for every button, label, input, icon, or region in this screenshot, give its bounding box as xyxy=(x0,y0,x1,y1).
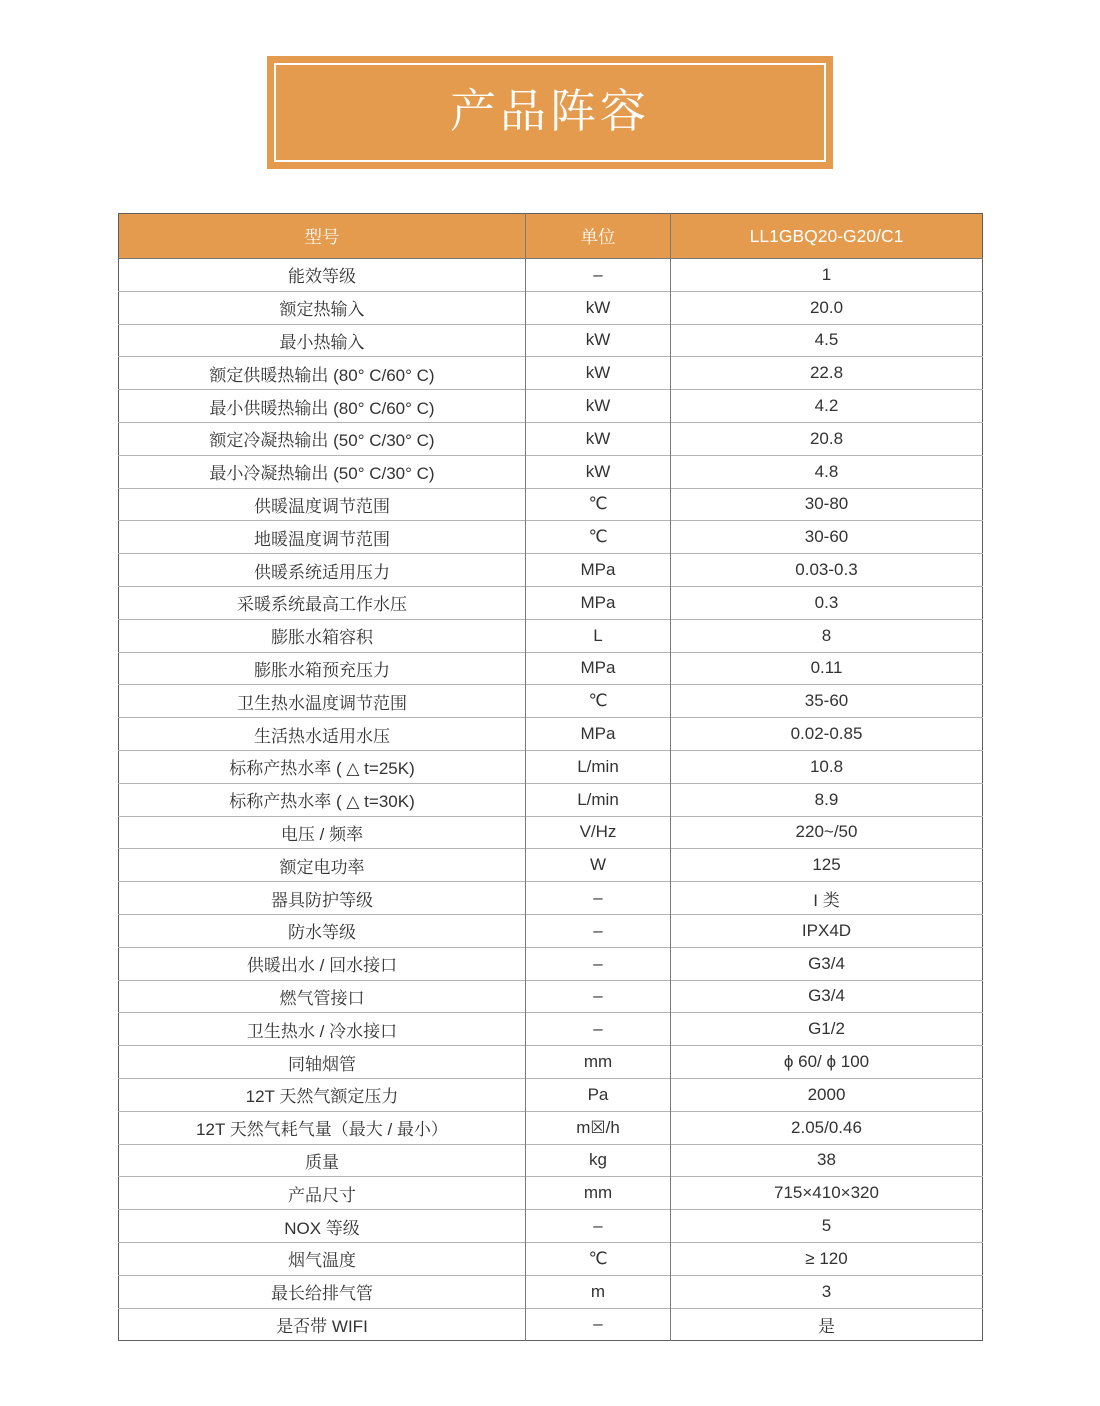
header-cell-model: 型号 xyxy=(119,214,526,259)
row-label: 能效等级 xyxy=(288,267,356,287)
row-value: 35-60 xyxy=(671,685,983,718)
table-row xyxy=(119,259,983,292)
title-banner xyxy=(267,56,833,169)
row-value: ϕ 60/ ϕ 100 xyxy=(671,1046,983,1079)
row-label: 最小冷凝热输出 (50° C/30° C) xyxy=(119,455,526,488)
row-value: 4.5 xyxy=(671,324,983,357)
row-unit: ℃ xyxy=(526,488,671,521)
title-banner-frame xyxy=(274,63,826,162)
row-value: 4.2 xyxy=(671,390,983,423)
row-unit: W xyxy=(526,849,671,882)
row-label: 生活热水适用水压 xyxy=(119,718,526,751)
table-row xyxy=(119,849,983,882)
row-value: 0.3 xyxy=(671,586,983,619)
table-row xyxy=(119,1078,983,1111)
row-unit: MPa xyxy=(526,718,671,751)
row-label: 产品尺寸 xyxy=(119,1177,526,1210)
row-unit: ℃ xyxy=(526,521,671,554)
row-unit: – xyxy=(526,882,671,915)
row-label: 额定电功率 xyxy=(119,849,526,882)
row-value: 0.02-0.85 xyxy=(671,718,983,751)
spec-table-header xyxy=(119,214,983,259)
row-label: 额定冷凝热输出 (50° C/30° C) xyxy=(119,422,526,455)
row-unit: L xyxy=(526,619,671,652)
row-label: 电压 / 频率 xyxy=(119,816,526,849)
row-unit: kW xyxy=(526,422,671,455)
row-label: 卫生热水 / 冷水接口 xyxy=(119,1013,526,1046)
row-unit: – xyxy=(526,1308,671,1341)
table-row xyxy=(119,1144,983,1177)
row-value: ≥ 120 xyxy=(671,1242,983,1275)
row-value: 2000 xyxy=(671,1078,983,1111)
row-unit: – xyxy=(526,1210,671,1243)
table-row xyxy=(119,1210,983,1243)
row-label: 膨胀水箱容积 xyxy=(119,619,526,652)
table-row xyxy=(119,1242,983,1275)
row-label: 燃气管接口 xyxy=(119,980,526,1013)
row-label: 最小热输入 xyxy=(119,324,526,357)
row-unit: kW xyxy=(526,324,671,357)
row-value: I 类 xyxy=(671,882,983,915)
row-value: G3/4 xyxy=(671,980,983,1013)
table-row xyxy=(119,357,983,390)
row-label: 供暖系统适用压力 xyxy=(119,554,526,587)
row-unit: MPa xyxy=(526,586,671,619)
row-label: 供暖出水 / 回水接口 xyxy=(119,947,526,980)
row-unit: MPa xyxy=(526,652,671,685)
table-row xyxy=(119,1111,983,1144)
row-value: 30-80 xyxy=(671,488,983,521)
table-row xyxy=(119,1275,983,1308)
row-unit: m☒/h xyxy=(526,1111,671,1144)
table-row xyxy=(119,685,983,718)
row-label: 膨胀水箱预充压力 xyxy=(119,652,526,685)
row-unit: kg xyxy=(526,1144,671,1177)
row-value: 3 xyxy=(671,1275,983,1308)
table-row xyxy=(119,1046,983,1079)
row-label: 卫生热水温度调节范围 xyxy=(119,685,526,718)
row-label: 器具防护等级 xyxy=(119,882,526,915)
row-label: 最小供暖热输出 (80° C/60° C) xyxy=(119,390,526,423)
row-unit: L/min xyxy=(526,750,671,783)
page-title: 产品阵容 xyxy=(450,84,650,137)
row-value: 30-60 xyxy=(671,521,983,554)
row-unit: V/Hz xyxy=(526,816,671,849)
row-label: 质量 xyxy=(119,1144,526,1177)
table-row xyxy=(119,1177,983,1210)
row-value: 125 xyxy=(671,849,983,882)
row-value: 22.8 xyxy=(671,357,983,390)
row-label: 标称产热水率 ( △ t=30K) xyxy=(119,783,526,816)
table-row xyxy=(119,652,983,685)
table-row xyxy=(119,947,983,980)
row-value: 是 xyxy=(671,1308,983,1341)
row-unit: Pa xyxy=(526,1078,671,1111)
row-value: G3/4 xyxy=(671,947,983,980)
row-value: 8 xyxy=(671,619,983,652)
row-value: 4.8 xyxy=(671,455,983,488)
row-value: 220~/50 xyxy=(671,816,983,849)
row-value: 0.11 xyxy=(671,652,983,685)
table-row xyxy=(119,422,983,455)
table-row xyxy=(119,324,983,357)
row-unit: kW xyxy=(526,390,671,423)
row-unit: – xyxy=(526,259,671,292)
row-unit: m xyxy=(526,1275,671,1308)
row-unit: ℃ xyxy=(526,1242,671,1275)
header-row xyxy=(119,214,983,259)
row-unit: – xyxy=(526,1013,671,1046)
row-value: 1 xyxy=(671,259,983,292)
table-row xyxy=(119,455,983,488)
row-value: 20.8 xyxy=(671,422,983,455)
row-value: 38 xyxy=(671,1144,983,1177)
row-value: 715×410×320 xyxy=(671,1177,983,1210)
row-value: 8.9 xyxy=(671,783,983,816)
row-unit: kW xyxy=(526,291,671,324)
row-label: 烟气温度 xyxy=(119,1242,526,1275)
row-label: 地暖温度调节范围 xyxy=(119,521,526,554)
row-value: 0.03-0.3 xyxy=(671,554,983,587)
table-row xyxy=(119,521,983,554)
table-row xyxy=(119,816,983,849)
table-row xyxy=(119,488,983,521)
row-label: 额定供暖热输出 (80° C/60° C) xyxy=(119,357,526,390)
row-unit: L/min xyxy=(526,783,671,816)
row-label: 采暖系统最高工作水压 xyxy=(119,586,526,619)
spec-table-body xyxy=(119,259,983,1341)
row-label: 12T 天然气额定压力 xyxy=(119,1078,526,1111)
row-value: 2.05/0.46 xyxy=(671,1111,983,1144)
table-row xyxy=(119,390,983,423)
row-label: 供暖温度调节范围 xyxy=(119,488,526,521)
row-value: 5 xyxy=(671,1210,983,1243)
row-unit: – xyxy=(526,980,671,1013)
table-row xyxy=(119,619,983,652)
row-unit: kW xyxy=(526,357,671,390)
table-row xyxy=(119,980,983,1013)
table-row xyxy=(119,783,983,816)
row-label: 最长给排气管 xyxy=(119,1275,526,1308)
row-unit: mm xyxy=(526,1046,671,1079)
row-label: NOX 等级 xyxy=(119,1210,526,1243)
row-value: 20.0 xyxy=(671,291,983,324)
table-row xyxy=(119,914,983,947)
row-label: 标称产热水率 ( △ t=25K) xyxy=(119,750,526,783)
table-row xyxy=(119,291,983,324)
row-unit: – xyxy=(526,947,671,980)
table-row xyxy=(119,750,983,783)
row-value: IPX4D xyxy=(671,914,983,947)
table-row xyxy=(119,718,983,751)
row-unit: mm xyxy=(526,1177,671,1210)
row-label: 是否带 WIFI xyxy=(119,1308,526,1341)
row-unit: – xyxy=(526,914,671,947)
table-row xyxy=(119,1013,983,1046)
header-cell-product-model: LL1GBQ20-G20/C1 xyxy=(671,214,983,259)
row-label: 12T 天然气耗气量（最大 / 最小） xyxy=(119,1111,526,1144)
row-label: 同轴烟管 xyxy=(119,1046,526,1079)
row-label: 额定热输入 xyxy=(119,291,526,324)
table-row xyxy=(119,882,983,915)
row-unit: kW xyxy=(526,455,671,488)
row-label: 防水等级 xyxy=(119,914,526,947)
table-row xyxy=(119,554,983,587)
table-row xyxy=(119,586,983,619)
row-value: G1/2 xyxy=(671,1013,983,1046)
row-value: 10.8 xyxy=(671,750,983,783)
row-unit: ℃ xyxy=(526,685,671,718)
table-row xyxy=(119,1308,983,1341)
header-cell-unit: 单位 xyxy=(526,214,671,259)
spec-table xyxy=(118,213,983,1341)
row-unit: MPa xyxy=(526,554,671,587)
